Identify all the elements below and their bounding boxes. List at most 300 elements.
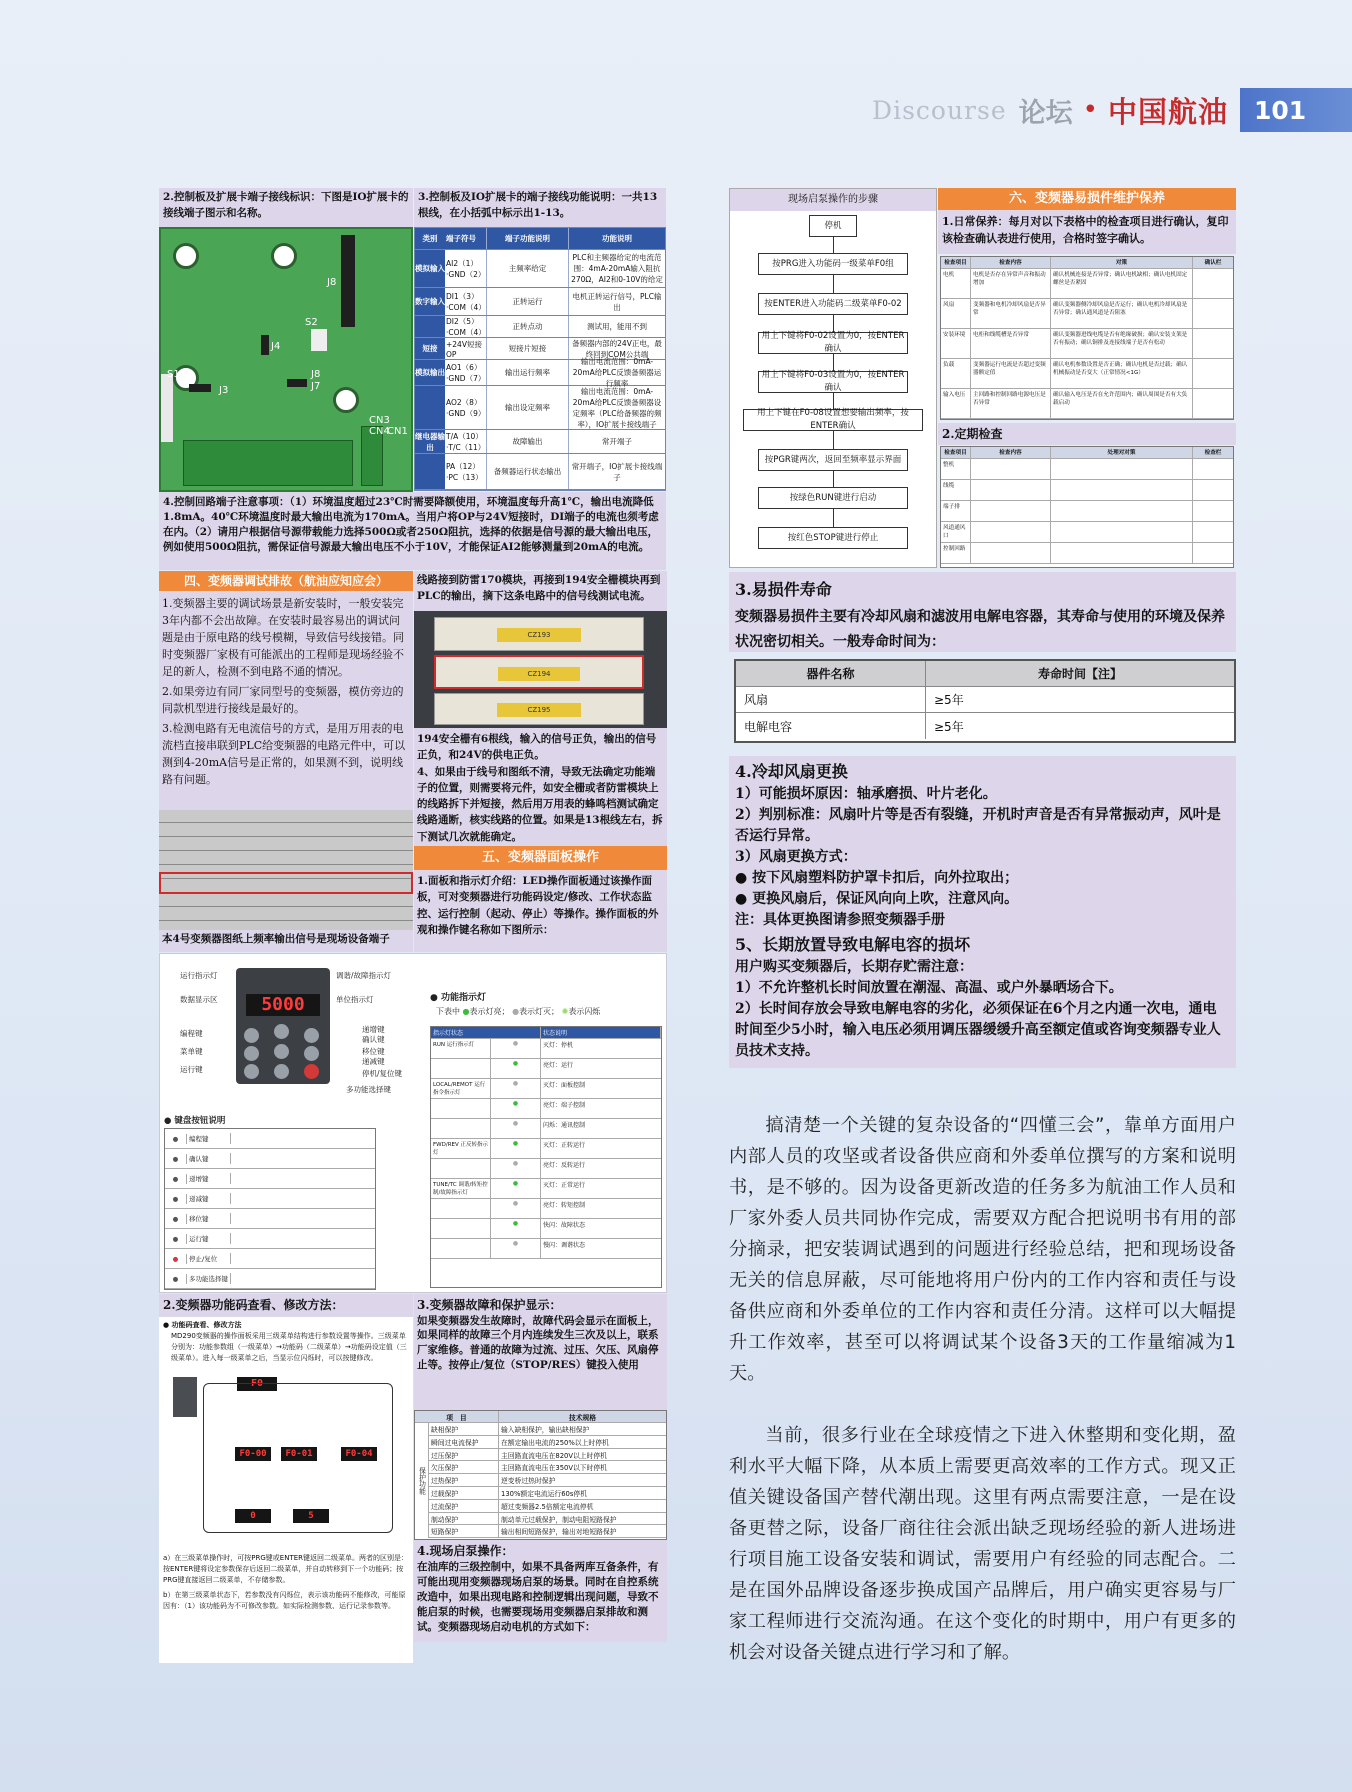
flow-arrow-icon bbox=[833, 471, 834, 487]
cell bbox=[1193, 329, 1233, 358]
down-key-icon bbox=[274, 1044, 289, 1059]
cell: 负载 bbox=[941, 359, 971, 388]
pcb-label: J3 bbox=[219, 385, 229, 396]
key-name: 运行键 bbox=[187, 1233, 231, 1244]
key-table bbox=[164, 1128, 376, 1290]
key-icon: ● bbox=[165, 1174, 187, 1184]
led-icon: ● bbox=[491, 1239, 541, 1258]
table-row bbox=[415, 357, 665, 388]
cell: 安装环境 bbox=[941, 329, 971, 358]
cell: 过压保护 bbox=[429, 1449, 499, 1461]
state-cell: 灭灯：正转运行 bbox=[543, 1142, 586, 1149]
cell: 电机正转运行信号，PLC输出 bbox=[572, 291, 662, 312]
table-row bbox=[941, 543, 1233, 564]
section-2-title: 2.控制板及扩展卡端子接线标识：下图是IO扩展卡的接线端子图示和名称。 bbox=[159, 188, 413, 227]
cell: 输出运行频率 bbox=[487, 360, 569, 385]
mf-key-icon bbox=[274, 1064, 289, 1079]
led-icon: ● bbox=[491, 1159, 541, 1178]
body-paragraph-2: 当前，很多行业在全球疫情之下进入休整期和变化期，盈利水平大幅下降，从本质上需要更高效率的工作方式。现又正值关键设备国产替代潮出现。这里有两点需要注意，一是在设备更替之际，设备厂商往往会派出缺乏现场经验的新人进场进行项目施工设备安装和调试，需要用户有经验的同志配合。二是在国外品牌设备逐步换成国产品牌后，用户确实更容易与厂家工程师进行交流沟通。在这个变化的时期中，用户有更多的机会对设备关键点进行学习和了解。 bbox=[729, 1425, 1236, 1663]
header-cell: 状态说明 bbox=[541, 1027, 661, 1038]
table-row bbox=[941, 299, 1233, 329]
cell bbox=[1193, 389, 1233, 418]
table-row bbox=[429, 1513, 666, 1526]
keypad-image bbox=[236, 968, 330, 1084]
shift-key-icon bbox=[304, 1046, 319, 1061]
key-icon: ● bbox=[165, 1154, 187, 1164]
cell bbox=[1051, 501, 1193, 521]
section-four-heading: 四、变频器调试排故（航油应知应会） bbox=[159, 571, 413, 591]
cell: 变频器运行电流是否超过变频器额定值 bbox=[971, 359, 1051, 388]
group-cell: TUNE/TC 调谐/转矩控制/故障指示灯 bbox=[431, 1179, 491, 1198]
header-cell: 功能说明 bbox=[602, 234, 632, 243]
cell: DI1（3）·COM（4） bbox=[445, 288, 487, 315]
cell: +24V短接OP bbox=[445, 338, 487, 359]
cell bbox=[1193, 269, 1233, 298]
cell: AI2（1）·GND（2） bbox=[445, 250, 487, 287]
header-cell: 检查项目 bbox=[941, 447, 971, 458]
state-cell: 慢闪：调谐状态 bbox=[543, 1242, 586, 1249]
section-five-intro: 1.面板和指示灯介绍：LED操作面板通过该操作面板，可对变频器进行功能码设定/修改、工作状态监控、运行控制（起动、停止）等操作。操作面板的外观和操作键名称如下图所示： bbox=[414, 870, 667, 952]
terminal-function-table bbox=[414, 227, 666, 491]
cell: 备频器运行状态输出 bbox=[487, 454, 569, 489]
cell bbox=[1193, 299, 1233, 328]
cell: 130%额定电流运行60s停机 bbox=[501, 1489, 587, 1498]
cell: 模拟输入 bbox=[415, 250, 445, 287]
pcb-label: J8 bbox=[327, 277, 337, 288]
fan-replacement-section: 4.冷却风扇更换 1）可能损坏原因：轴承磨损、叶片老化。 2）判别标准：风扇叶片等是否有裂缝，开机时声音是否有异常振动声，风叶是否运行异常。 3）风扇更换方式： ● 按下风扇塑料防护罩卡扣后，向外拉取出； ● 更换风扇后，保证风向向上吹，注意风向。 注：具体更换图请参照变频器手册 5、长期放置导致电解电容的损坏 用户购买变频器后，长期存贮需注意： 1）不允许整机长时间放置在潮湿、高温、或户外暴晒场合下。 2）长时间存放会导致电解电容的劣化，必须保证在6个月之内通一次电，通电时间至少5小时，输入电压必须用调压器缓缓升高至额定值或咨询变频器专业人员技术支持。 bbox=[729, 756, 1236, 1068]
key-desc bbox=[231, 1258, 375, 1260]
led-icon: ● bbox=[491, 1099, 541, 1118]
cell bbox=[1193, 459, 1233, 479]
paragraph: 2.如果旁边有同厂家同型号的变频器，模仿旁边的同款机型进行接线是最好的。 bbox=[162, 685, 404, 716]
indicator-table bbox=[430, 1026, 662, 1288]
table-header bbox=[941, 257, 1233, 269]
component-life-table: 器件名称 寿命时间【注】 风扇 ≥5年 电解电容 ≥5年 bbox=[734, 659, 1236, 743]
table-row bbox=[415, 288, 665, 316]
section-3-title: 3.控制板及IO扩展卡的端子接线功能说明：一共13根线，在小括弧中标示出1-13。 bbox=[414, 188, 666, 227]
cell: 制动保护 bbox=[429, 1513, 499, 1525]
cell bbox=[1193, 501, 1233, 521]
cell: 过流保护 bbox=[429, 1500, 499, 1512]
cell bbox=[1051, 543, 1193, 563]
key-desc bbox=[231, 1158, 375, 1160]
section-4-notes: 4.控制回路端子注意事项：（1）环境温度超过23℃时需要降额使用，环境温度每升高1℃，输出电流降低1.8mA。40℃环境温度时最大输出电流为170mA。当用户将OP与24V短接时，DI端子的电流也须考虑在内。（2）请用户根据信号源带载能力选择500Ω或者250Ω阻抗，选择的依据是信号源的最大输出电压，例如使用500Ω阻抗，需保证信号源最大输出电压不小于10V，才能保证AI2能够测量到20mA的电流。 bbox=[159, 492, 666, 570]
group-cell: LOCAL/REMOT 运行指令指示灯 bbox=[431, 1079, 491, 1098]
cell bbox=[415, 316, 445, 337]
key-desc bbox=[231, 1238, 375, 1240]
cell: 电机 bbox=[941, 269, 971, 298]
table-header bbox=[415, 1411, 666, 1423]
table-row: 电解电容 ≥5年 bbox=[736, 713, 1234, 739]
table-row bbox=[941, 480, 1233, 501]
key-desc bbox=[231, 1138, 375, 1140]
table-row bbox=[415, 430, 665, 454]
fault-display-section: 3.变频器故障和保护显示： 如果变频器发生故障时，故障代码会显示在面板上，如果同样的故障三个月内连续发生三次及以上，联系厂家维修。普通的故障为过流、过压、欠压、风扇停止等。按停止/复位（STOP/RES）键投入使用 bbox=[414, 1294, 667, 1410]
led-blink-icon: ✺ bbox=[561, 1007, 569, 1016]
table-row bbox=[165, 1209, 375, 1229]
cell: 输入电压 bbox=[941, 389, 971, 418]
key-name: 编程键 bbox=[187, 1133, 231, 1144]
cell: 短接片短接 bbox=[487, 338, 569, 359]
key-name: 递增键 bbox=[187, 1173, 231, 1184]
header-cell: 指示灯状态 bbox=[431, 1027, 541, 1038]
cell: 在额定输出电流的250%以上时停机 bbox=[501, 1438, 609, 1447]
cell bbox=[1051, 459, 1193, 479]
key-desc bbox=[231, 1178, 375, 1180]
table-row bbox=[941, 522, 1233, 543]
cell: 电柜和线缆槽是否异常 bbox=[971, 329, 1051, 358]
key-desc bbox=[231, 1278, 375, 1280]
table-row bbox=[165, 1169, 375, 1189]
pcb-label: CN3 bbox=[369, 415, 390, 426]
group-cell bbox=[431, 1099, 491, 1118]
table-row bbox=[941, 329, 1233, 359]
header-cell: 检查内容 bbox=[971, 447, 1051, 458]
cell: 电机是否存在异常声音和振动增加 bbox=[971, 269, 1051, 298]
table-header bbox=[941, 447, 1233, 459]
led-on-icon: ● bbox=[462, 1007, 470, 1016]
header-dot: • bbox=[1082, 95, 1098, 125]
cell: 变频器和电机冷却风扇是否异常 bbox=[971, 299, 1051, 328]
flow-arrow-icon bbox=[833, 275, 834, 293]
led-icon: ● bbox=[491, 1179, 541, 1198]
flow-arrow-icon bbox=[833, 509, 834, 527]
cell bbox=[1193, 522, 1233, 542]
cell: 短接 bbox=[415, 338, 445, 359]
group-cell bbox=[431, 1239, 491, 1258]
led-icon: ● bbox=[491, 1059, 541, 1078]
cell: 确认电机参数设置是否正确；确认电机是否过载；确认机械振动是否变大（正常情况<1G） bbox=[1051, 359, 1193, 388]
state-cell: 亮灯：运行 bbox=[543, 1062, 574, 1069]
led-off-icon: ● bbox=[512, 1007, 520, 1016]
table-row bbox=[941, 359, 1233, 389]
group-cell bbox=[431, 1059, 491, 1078]
safety-barrier-photo: CZ193 CZ194 CZ195 bbox=[414, 611, 667, 728]
key-desc bbox=[231, 1218, 375, 1220]
cell bbox=[1051, 480, 1193, 500]
cell: 短路保护 bbox=[429, 1525, 499, 1537]
pcb-label: S2 bbox=[305, 317, 318, 328]
cell: AO1（6）·GND（7） bbox=[445, 360, 487, 385]
dip-switch bbox=[311, 329, 327, 351]
mount-hole bbox=[333, 387, 359, 413]
header-cell: 确认栏 bbox=[1204, 260, 1222, 266]
cell: 常开端子，IO扩展卡接线端子 bbox=[571, 461, 663, 482]
site-pump-start-section: 4.现场启泵操作： 在油库的三级控制中，如果不具备两库互备条件，有可能出现用变频器现场启泵的场景。同时在自控系统改造中，如果出现电路和控制逻辑出现问题，导致不能启泵的时候，也需要现场用变频器启泵排故和测试。变频器现场启动电机的方式如下： bbox=[414, 1540, 667, 1642]
jumper bbox=[189, 384, 211, 392]
keypad-mini-icon bbox=[173, 1377, 197, 1417]
cell: 逆变桥过热时保护 bbox=[501, 1477, 556, 1486]
led-icon: ● bbox=[491, 1119, 541, 1138]
led-icon: ● bbox=[491, 1219, 541, 1238]
state-cell: 亮灯：反转运行 bbox=[543, 1162, 586, 1169]
state-cell: 灭灯：停机 bbox=[543, 1042, 574, 1049]
table-row bbox=[431, 1179, 661, 1199]
cell: 确认输入电压是否在允许范围内；确认周围是否有大负载启动 bbox=[1051, 389, 1193, 418]
menu-flow-diagram: F0 F0-00 F0-01 F0-04 0 5 bbox=[163, 1369, 409, 1549]
table-row bbox=[941, 501, 1233, 522]
group-cell: RUN 运行指示灯 bbox=[431, 1039, 491, 1058]
table-row bbox=[431, 1139, 661, 1159]
cell: 风扇 bbox=[941, 299, 971, 328]
table-row bbox=[429, 1487, 666, 1500]
cell: 测试用，能用不到 bbox=[587, 322, 647, 331]
key-name: 移位键 bbox=[187, 1213, 231, 1224]
cell: 线缆 bbox=[941, 480, 971, 500]
cell: 数字输入 bbox=[415, 288, 445, 315]
key-icon: ● bbox=[165, 1254, 187, 1264]
function-code-body: ● 功能码查看、修改方法 MD290变频器的操作面板采用三级菜单结构进行参数设置等操作。三级菜单分别为：功能参数组（一级菜单）→功能码（二级菜单）→功能码设定值（三级菜单）。进入每一级菜单之后，当显示位闪烁时，可以按键修改。 F0 F0-00 F0-01 F0-04 0 5 a）在三级菜单操作时，可按PRG键或ENTER键返回二级菜单。两者的区别是：按ENTER键将设定参数保存后返回二级菜单，并自动转移到下一个功能码；按PRG键直接返回二级菜单，不存储参数。 b）在第三级菜单状态下，若参数没有闪烁位，表示该功能码不能修改，可能原因有：（1）该功能码为不可修改参数。如实际检测参数、运行记录参数等。 bbox=[159, 1317, 413, 1663]
cell: 过热保护 bbox=[429, 1474, 499, 1486]
header-section: 论坛 bbox=[1018, 97, 1073, 129]
run-key-icon bbox=[244, 1064, 259, 1079]
cell: 主频率给定 bbox=[487, 250, 569, 287]
table-row bbox=[165, 1229, 375, 1249]
table-row bbox=[165, 1129, 375, 1149]
flow-step: 停机 bbox=[809, 215, 857, 237]
header-cell: 检查内容 bbox=[971, 257, 1051, 268]
table-row bbox=[165, 1269, 375, 1289]
key-icon: ● bbox=[165, 1274, 187, 1284]
flow-step: 按ENTER进入功能码二级菜单F0-02 bbox=[758, 293, 908, 315]
daily-maintenance-intro: 1.日常保养：每月对以下表格中的检查项目进行确认，复印该检查确认表进行使用，合格时签字确认。 bbox=[938, 210, 1236, 254]
key-desc bbox=[231, 1198, 375, 1200]
cell: 确认变频器侧冷却风扇是否运行；确认电机冷却风扇是否异常；确认通风道是否阻塞 bbox=[1051, 299, 1193, 328]
pump-start-flowchart bbox=[729, 188, 937, 568]
table-row bbox=[431, 1219, 661, 1239]
group-cell bbox=[431, 1219, 491, 1238]
table-row bbox=[429, 1449, 666, 1462]
cell: 确认变频器进线电缆是否有绝缘破损；确认安装支架是否有振动；确认铜排及连接线端子是否有松动 bbox=[1051, 329, 1193, 358]
cell: 主回路和控制回路电源电压是否异常 bbox=[971, 389, 1051, 418]
table-row bbox=[429, 1423, 666, 1436]
cell: 输出电流范围：0mA-20mA给PLC反馈备频器运行频率 bbox=[572, 357, 662, 388]
pcb-label: CN4 bbox=[369, 426, 390, 437]
key-icon: ● bbox=[165, 1234, 187, 1244]
periodic-check-title: 2.定期检查 bbox=[938, 423, 1236, 445]
cell: 超过变频器2.5倍额定电流停机 bbox=[501, 1502, 594, 1511]
key-name: 递减键 bbox=[187, 1193, 231, 1204]
table-row bbox=[431, 1099, 661, 1119]
pcb-label: J8 bbox=[311, 369, 321, 380]
drawing-caption: 本4号变频器图纸上频率输出信号是现场设备端子 bbox=[159, 930, 413, 952]
flow-step: 按PGR键两次，返回至频率显示界面 bbox=[758, 449, 908, 471]
jumper bbox=[287, 379, 307, 387]
led-display: 5000 bbox=[246, 994, 320, 1016]
group-cell: FWD/REV 正反转指示灯 bbox=[431, 1139, 491, 1158]
table-row bbox=[165, 1149, 375, 1169]
up-key-icon bbox=[274, 1024, 289, 1039]
paragraph: 1.变频器主要的调试场景是新安装时，一般安装完3年内都不会出故障。在安装时最容易出的调试问题是由于原电路的线号模糊，导致信号线接错。同时变频器厂家极有可能派出的工程师是现场经验不足的新人，检测不到电路不通的情况。 bbox=[162, 597, 404, 679]
cell: 确认机械连接是否异常；确认电机缺相；确认电机固定螺丝是否紧固 bbox=[1051, 269, 1193, 298]
table-row bbox=[941, 459, 1233, 480]
cell bbox=[415, 454, 445, 489]
table-row bbox=[429, 1474, 666, 1487]
header-cell: 类别 bbox=[415, 228, 445, 249]
protection-rows bbox=[429, 1423, 666, 1538]
enter-key-icon bbox=[304, 1028, 319, 1043]
pcb-label: S1 bbox=[167, 369, 180, 380]
state-cell: 快闪：故障状态 bbox=[543, 1222, 586, 1229]
cell: 输出相间短路保护，输出对地短路保护 bbox=[501, 1528, 617, 1537]
header-cell: 处理对对策 bbox=[1051, 447, 1193, 458]
pcb-label: J4 bbox=[271, 341, 281, 352]
cell: 端子排 bbox=[941, 501, 971, 521]
paragraph: 3.检测电路有无电流信号的方式，是用万用表的电流档直接串联到PLC给变频器的电路元件中，可以测到4-20mA信号是正常的，如果测不到，说明线路有问题。 bbox=[162, 722, 406, 787]
daily-check-table bbox=[940, 256, 1234, 420]
cell bbox=[1051, 522, 1193, 542]
cell: 缺相保护 bbox=[429, 1423, 499, 1435]
cell: 正转运行 bbox=[487, 288, 569, 315]
cell: 控制回路 bbox=[941, 543, 971, 563]
indicator-section: ● 功能指示灯 下表中 ●表示灯亮； ●表示灯灭； ✺表示闪烁 指示灯状态 状态说明 RUN 运行指示灯 ● 灭灯：停机 ● 亮灯：运行 LOCAL/REMOT 运行指令指示灯 ● 灭灯：面板控制 ● 亮灯：端子控制 ● 闪烁：通讯控制 FWD/REV 正反转指示灯 ● 灭灯：正转运行 ● 亮灯：反转运行 TUNE/TC 调谐/转矩控制/故障指示灯 ● 灭灯：正常运行 ● 亮灯：转矩控制 ● 快闪：故障状态 ● 慢闪：调谐状态 bbox=[424, 990, 664, 1290]
key-description: ● 键盘按钮说明 ● 编程键 ● 确认键 ● 递增键 ● 递减键 ● 移位键 ● 运行键 ● 停止/复位 ● 多功能选择键 bbox=[160, 1114, 380, 1294]
flowchart-title: 现场启泵操作的步骤 bbox=[730, 189, 936, 211]
cell bbox=[1193, 359, 1233, 388]
cell: AO2（8）·GND（9） bbox=[445, 386, 487, 429]
table-row bbox=[941, 389, 1233, 419]
io-expansion-board-image bbox=[159, 227, 413, 492]
group-cell bbox=[431, 1159, 491, 1178]
table-row bbox=[415, 316, 665, 338]
cell bbox=[1193, 543, 1233, 563]
table-row bbox=[165, 1189, 375, 1209]
cell bbox=[971, 543, 1051, 563]
protection-table bbox=[414, 1410, 667, 1540]
table-row: 风扇 ≥5年 bbox=[736, 687, 1234, 713]
indicator-legend: 下表中 ●表示灯亮； ●表示灯灭； ✺表示闪烁 bbox=[436, 1007, 601, 1016]
cell: 欠压保护 bbox=[429, 1461, 499, 1473]
cell: 故障输出 bbox=[487, 430, 569, 453]
key-name: 确认键 bbox=[187, 1153, 231, 1164]
cell: 模拟输出 bbox=[415, 360, 445, 385]
table-row bbox=[431, 1199, 661, 1219]
key-name: 停止/复位 bbox=[187, 1253, 231, 1264]
header-cell: 项 目 bbox=[415, 1411, 499, 1422]
flow-step: 用上下键在F0-08设置想要输出频率，按ENTER确认 bbox=[743, 409, 923, 431]
led-icon: ● bbox=[491, 1139, 541, 1158]
table-row bbox=[941, 269, 1233, 299]
component-life-section: 3.易损件寿命 变频器易损件主要有冷却风扇和滤波用电解电容器，其寿命与使用的环境及保养状况密切相关。一般寿命时间为： bbox=[729, 572, 1236, 652]
cell: 备频器内部的24V正电，最终回到COM公共端 bbox=[572, 338, 662, 359]
flow-step: 按红色STOP键进行停止 bbox=[758, 527, 908, 549]
dip-switch-s1 bbox=[161, 374, 173, 442]
cell bbox=[971, 480, 1051, 500]
cell: 输出电流范围：0mA-20mA给PLC反馈备频器设定频率（PLC给备频器的频率），IO扩展卡接线端子 bbox=[572, 386, 662, 429]
cell: 主回路直流电压在820V以上时停机 bbox=[501, 1451, 607, 1460]
header-cell: 技术规格 bbox=[568, 1414, 597, 1422]
cell bbox=[971, 522, 1051, 542]
pcb-label: J7 bbox=[311, 381, 321, 392]
key-name: 多功能选择键 bbox=[187, 1273, 231, 1284]
key-icon: ● bbox=[165, 1134, 187, 1144]
table-row bbox=[415, 250, 665, 288]
table-row bbox=[431, 1239, 661, 1259]
flow-step: 用上下键将F0-02设置为0，按ENTER确认 bbox=[758, 332, 908, 354]
cell: PA（12）·PC（13） bbox=[445, 454, 487, 489]
led-icon: ● bbox=[491, 1079, 541, 1098]
barrier-notes: 194安全栅有6根线，输入的信号正负，输出的信号正负，和24V的供电正负。 4、如果由于线号和图纸不清，导致无法确定功能端子的位置，则需要将元件，如安全栅或者防雷模块上的线路拆下并短接，然后用万用表的蜂鸣档测试确定线路通断，核实线路的位置。如果是13根线左右，拆下测试几次就能确定。 bbox=[414, 728, 667, 846]
table-header bbox=[415, 228, 665, 250]
page-number: 101 bbox=[1240, 88, 1352, 132]
pcb-label: CN1 bbox=[387, 426, 408, 437]
led-icon: ● bbox=[491, 1039, 541, 1058]
header-cell: 端子符号 bbox=[445, 228, 487, 249]
table-row bbox=[429, 1461, 666, 1474]
stop-key-icon bbox=[304, 1064, 319, 1079]
cell: 输出设定频率 bbox=[487, 386, 569, 429]
table-row bbox=[165, 1249, 375, 1269]
cell bbox=[1193, 480, 1233, 500]
table-row bbox=[415, 454, 665, 490]
cell: DI2（5）·COM（4） bbox=[446, 316, 486, 337]
cell: 继电器输出 bbox=[415, 431, 445, 452]
function-code-title: 2.变频器功能码查看、修改方法： bbox=[159, 1294, 413, 1317]
cell: PLC和主频器给定的电流范围：4mA-20mA输入阻抗270Ω，AI2和0-10V的给定 bbox=[571, 253, 663, 284]
header-magazine: 中国航油 bbox=[1107, 94, 1228, 129]
table-row bbox=[429, 1436, 666, 1449]
state-cell: 亮灯：转矩控制 bbox=[543, 1202, 586, 1209]
wiring-drawing-scan bbox=[159, 810, 413, 930]
state-cell: 亮灯：端子控制 bbox=[543, 1102, 586, 1109]
table-header bbox=[431, 1027, 661, 1039]
flow-step: 用上下键将F0-03设置为0，按ENTER确认 bbox=[758, 371, 908, 393]
table-row bbox=[431, 1059, 661, 1079]
table-row bbox=[431, 1079, 661, 1099]
cell: 风道通风口 bbox=[941, 522, 971, 542]
state-cell: 灭灯：面板控制 bbox=[543, 1082, 586, 1089]
flow-arrow-icon bbox=[833, 237, 834, 253]
cell: 输入缺相保护，输出缺相保护 bbox=[501, 1426, 590, 1434]
section-six-heading: 六、变频器易损件维护保养 bbox=[938, 188, 1236, 210]
cell bbox=[971, 501, 1051, 521]
led-icon: ● bbox=[491, 1199, 541, 1218]
flow-step: 按绿色RUN键进行启动 bbox=[758, 487, 908, 509]
table-row bbox=[431, 1119, 661, 1139]
wiring-note: 线路接到防雷170模块，再接到194安全栅模块再到PLC的输出，摘下这条电路中的信号线测试电流。 bbox=[414, 571, 667, 611]
operation-panel-diagram: 5000 运行指示灯 数据显示区 编程键 菜单键 运行键 调谐/故障指示灯 单位指示灯 递增键 确认键 移位键 递减键 停机/复位键 多功能选择键 ● 功能指示灯 下表中 ●表示灯亮； ●表示灯灭； ✺表示闪烁 指示灯状态 状态说明 RUN 运行指示灯 ● 灭灯：停机 ● 亮灯：运行 LOCAL/REMOT 运行指令指示灯 ● 灭灯：面板控制 ● 亮灯：端子控制 ● 闪烁：通讯控制 FWD/REV 正反转指示灯 ● 灭灯：正转运行 ● 亮灯：反转运行 TUNE/TC 调谐/转矩控制/故障指示灯 ● 灭灯：正常运行 ● 亮灯：转矩控制 ● 快闪：故障状态 ● 慢闪：调谐状态 ● 键盘按钮说明 ● 编程键 ● 确认键 ● 递增键 ● 递减键 ● 移位键 ● 运行键 ● 停止/复位 ● 多功能选择键 bbox=[159, 953, 667, 1293]
header-connector bbox=[341, 235, 355, 327]
cell: 制动单元过载保护，制动电阻短路保护 bbox=[501, 1515, 617, 1524]
protection-body bbox=[415, 1423, 666, 1538]
body-paragraph-1: 搞清楚一个关键的复杂设备的“四懂三会”，靠单方面用户内部人员的攻坚或者设备供应商和外委单位撰写的方案和说明书，是不够的。因为设备更新改造的任务多为航油工作人员和厂家外委人员共同协作完成，需要双方配合把说明书有用的部分摘录，把安装调试遇到的问题进行经验总结，把和现场设备无关的信息屏蔽，尽可能地将用户份内的工作内容和责任与设备供应商和外委单位的工作内容和责任分清。这样可以大幅提升工作效率，甚至可以将调试某个设备3天的工作量缩减为1天。 bbox=[729, 1115, 1236, 1384]
cell: 过载保护 bbox=[429, 1487, 499, 1499]
flow-step: 按PRG进入功能码一级菜单F0组 bbox=[758, 253, 908, 275]
cell: 正转点动 bbox=[487, 316, 569, 337]
key-icon: ● bbox=[165, 1214, 187, 1224]
state-cell: 闪烁：通讯控制 bbox=[543, 1122, 586, 1129]
cell: 整机 bbox=[941, 459, 971, 479]
table-row bbox=[431, 1039, 661, 1059]
prg-key-icon bbox=[244, 1028, 259, 1043]
cell: 常开端子 bbox=[602, 437, 632, 446]
cell: 瞬间过电流保护 bbox=[429, 1436, 499, 1448]
header-cell: 端子功能说明 bbox=[487, 228, 569, 249]
periodic-check-table bbox=[940, 446, 1234, 568]
side-label: 保护功能 bbox=[415, 1423, 429, 1538]
header-cell: 对策 bbox=[1051, 257, 1193, 268]
flow-arrow-icon bbox=[833, 431, 834, 449]
header-english: Discourse bbox=[872, 95, 1007, 125]
table-row bbox=[415, 386, 665, 430]
cell: T/A（10）·T/C（11） bbox=[446, 431, 486, 452]
terminal-block bbox=[183, 440, 353, 486]
quick-key-icon bbox=[244, 1046, 259, 1061]
cell: 主回路直流电压在350V以下时停机 bbox=[501, 1464, 607, 1473]
mount-hole bbox=[173, 243, 199, 269]
table-row bbox=[429, 1500, 666, 1513]
header-cell: 检查项目 bbox=[941, 257, 971, 268]
